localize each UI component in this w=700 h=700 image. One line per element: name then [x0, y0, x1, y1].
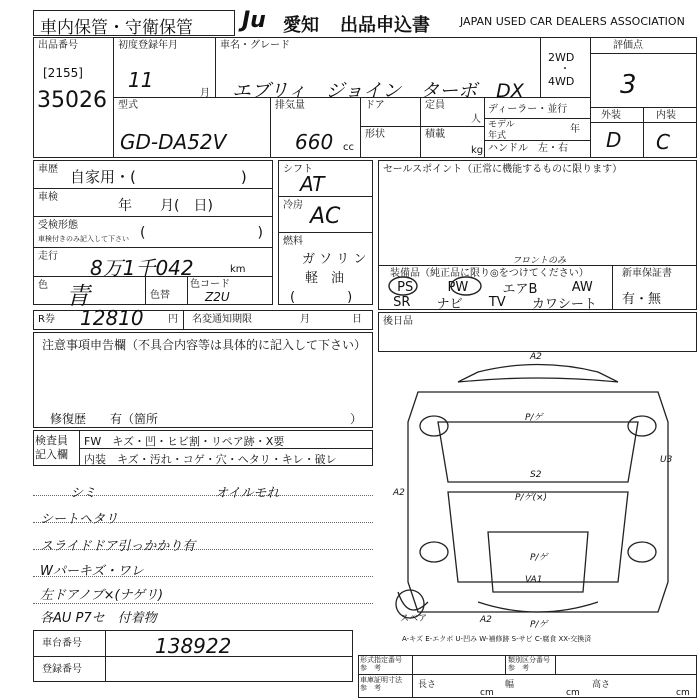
form-number-label: 形式指定番号 参 考 — [360, 656, 402, 672]
exterior-label: 外装 — [601, 110, 621, 121]
color-change-label: 色替 — [150, 290, 170, 301]
inspector-interior-row: 内装 キズ・汚れ・コゲ・穴・ヘタリ・キレ・破レ — [84, 453, 337, 466]
registration-month-unit: 月 — [200, 88, 210, 99]
color-value: 青 — [66, 282, 90, 310]
model-value: GD-DA52V — [120, 130, 227, 154]
equip-aw: AW — [571, 279, 593, 295]
length-cm: cm — [480, 688, 494, 698]
acceptance-value: ( ) — [140, 225, 263, 241]
recycle-unit: 円 — [168, 314, 178, 325]
equip-ps: PS — [397, 279, 414, 295]
sales-point-label: セールスポイント（正常に機能するものに限ります） — [383, 164, 623, 175]
name-change-day: 日 — [352, 314, 362, 325]
height-cm: cm — [676, 688, 690, 698]
color-code-value: Z2U — [205, 290, 230, 304]
history-label: 車歴 — [38, 164, 58, 175]
damage-label-a2-bottom: A2 — [480, 615, 492, 625]
mileage-value: 8万1千042 — [90, 256, 194, 280]
damage-label-1: A2 — [530, 352, 542, 362]
model-label: 型式 — [118, 100, 138, 111]
shift-label: シフト — [283, 164, 313, 175]
drive-2wd: 2WD — [548, 51, 575, 64]
association-name-jp: 愛知 — [283, 15, 319, 36]
load-label: 積載 — [425, 129, 445, 140]
fuel-diesel: 軽 油 — [305, 271, 345, 286]
rating-value: 3 — [620, 70, 637, 100]
registration-no-label: 登録番号 — [42, 664, 82, 675]
color-code-label: 色コード — [190, 279, 230, 290]
capacity-label: 定員 — [425, 100, 445, 111]
lot-bracket-number: [2155] — [43, 66, 83, 80]
storage-box — [33, 10, 235, 36]
remark-6: 各AU P7セ 付着物 — [40, 611, 157, 626]
acceptance-sublabel: 車検付きのみ記入して下さい — [38, 235, 129, 243]
chassis-value: 138922 — [155, 634, 232, 658]
inspector-fw-row: FW キズ・凹・ヒビ割・リペア跡・X要 — [84, 435, 285, 448]
class-number-label: 類別区分番号 参 考 — [508, 656, 550, 672]
exterior-rating: D — [606, 128, 622, 152]
remark-1: シミ — [70, 486, 97, 501]
rear-items-block — [378, 312, 697, 352]
color-label: 色 — [38, 280, 48, 291]
registration-value: 11 — [128, 68, 154, 92]
inspection-label: 車検 — [38, 192, 58, 203]
lot-label: 出品番号 — [38, 40, 78, 51]
equip-navi: ナビ — [436, 296, 463, 312]
mileage-label: 走行 — [38, 251, 58, 262]
remark-3: スライドドア引っかかり有 — [40, 539, 196, 554]
model-year-label: モデル 年式 — [488, 120, 515, 141]
damage-label-2: P/ゲ — [525, 413, 543, 423]
damage-legend: A-キズ E-エクボ U-凹み W-補修跡 S-サビ C-腐食 XX-交換済 — [402, 635, 592, 643]
equip-seat: カワシート — [531, 296, 597, 312]
fuel-gas: ガ ソ リ ン — [302, 252, 367, 267]
spare-label: スペア — [400, 614, 428, 624]
car-name-value: エブリィ ジョイン ターボ DX — [232, 80, 524, 102]
fuel-label: 燃料 — [283, 236, 303, 247]
displacement-unit: cc — [343, 142, 354, 153]
chassis-label: 車台番号 — [42, 638, 82, 649]
warranty-label: 新車保証書 — [622, 268, 672, 279]
damage-label-s2: S2 — [530, 470, 542, 480]
dealer-label: ディーラー・並行 — [488, 104, 568, 115]
notes-label: 注意事項申告欄（不具合内容等は具体的に記入して下さい） — [42, 338, 367, 352]
displacement-label: 排気量 — [275, 100, 305, 111]
drive-4wd: 4WD — [548, 75, 575, 88]
acceptance-label: 受検形態 — [38, 220, 78, 231]
damage-label-pg-3: P/ゲ — [530, 553, 548, 563]
recycle-label: R券 — [38, 314, 55, 325]
name-change-month: 月 — [300, 314, 310, 325]
shift-value: AT — [300, 172, 325, 196]
ac-label: 冷房 — [283, 200, 303, 211]
equip-pw: PW — [447, 279, 469, 295]
equip-tv: TV — [488, 294, 506, 310]
garage-size-label: 車庫証明寸法 参 考 — [360, 676, 402, 692]
remark-5: 左ドアノブ×(ナゲリ) — [40, 588, 164, 603]
damage-label-va1: VA1 — [525, 575, 543, 585]
equip-airbag: エアB — [502, 281, 538, 297]
inspector-label: 検査員 記入欄 — [35, 434, 68, 461]
drive-dot: ・ — [560, 64, 570, 75]
inspection-value: 年 月( 日) — [118, 198, 213, 214]
doors-label: ドア — [365, 100, 385, 111]
damage-label-u3: U3 — [660, 455, 673, 465]
damage-label-pg-x: P/ゲ(×) — [515, 493, 548, 503]
repair-history-close: ） — [350, 412, 363, 426]
history-value: 自家用・( ) — [70, 168, 247, 186]
storage-text: 車内保管・守衛保管 — [40, 18, 193, 38]
shape-label: 形状 — [365, 129, 385, 140]
handle-label: ハンドル 左・右 — [488, 143, 568, 154]
length-label: 長さ — [418, 680, 437, 690]
lot-number: 35026 — [37, 88, 107, 113]
ac-value: AC — [310, 204, 341, 229]
rear-items-label: 後日品 — [383, 316, 413, 327]
warranty-options: 有・無 — [622, 292, 662, 307]
recycle-value: 12810 — [80, 306, 144, 330]
remark-right: オイルモれ — [215, 486, 280, 501]
interior-label: 内装 — [656, 110, 676, 121]
remark-4: Wパーキズ・ワレ — [40, 564, 144, 579]
equipment-note: フロントのみ — [512, 256, 567, 266]
form-title: 出品申込書 — [340, 15, 430, 36]
name-change-label: 名変通知期限 — [192, 314, 252, 325]
damage-label-a2-left: A2 — [393, 488, 405, 498]
equipment-circles — [380, 272, 520, 302]
load-unit: kg — [471, 145, 484, 156]
capacity-unit: 人 — [471, 114, 481, 125]
registration-label: 初度登録年月 — [118, 40, 178, 51]
damage-label-pg-4: P/ゲ — [530, 620, 548, 630]
equipment-label: 装備品（純正品に限り◎をつけてください） — [390, 268, 589, 279]
repair-history-label: 修復歴 有（箇所 — [50, 412, 159, 426]
width-cm: cm — [566, 688, 580, 698]
association-name-en: JAPAN USED CAR DEALERS ASSOCIATION — [460, 15, 685, 28]
car-name-label: 車名・グレード — [220, 40, 290, 51]
remark-2: シートヘタリ — [40, 512, 119, 527]
model-year-unit: 年 — [570, 124, 580, 135]
equip-sr: SR — [393, 294, 411, 310]
ju-logo: Ju — [242, 8, 266, 33]
rating-label: 評価点 — [613, 40, 643, 51]
width-label: 幅 — [505, 680, 515, 690]
interior-rating: C — [656, 130, 670, 154]
mileage-unit: km — [230, 264, 246, 275]
displacement-value: 660 — [295, 130, 334, 154]
height-label: 高さ — [592, 680, 611, 690]
fuel-paren: ( ) — [290, 290, 353, 305]
